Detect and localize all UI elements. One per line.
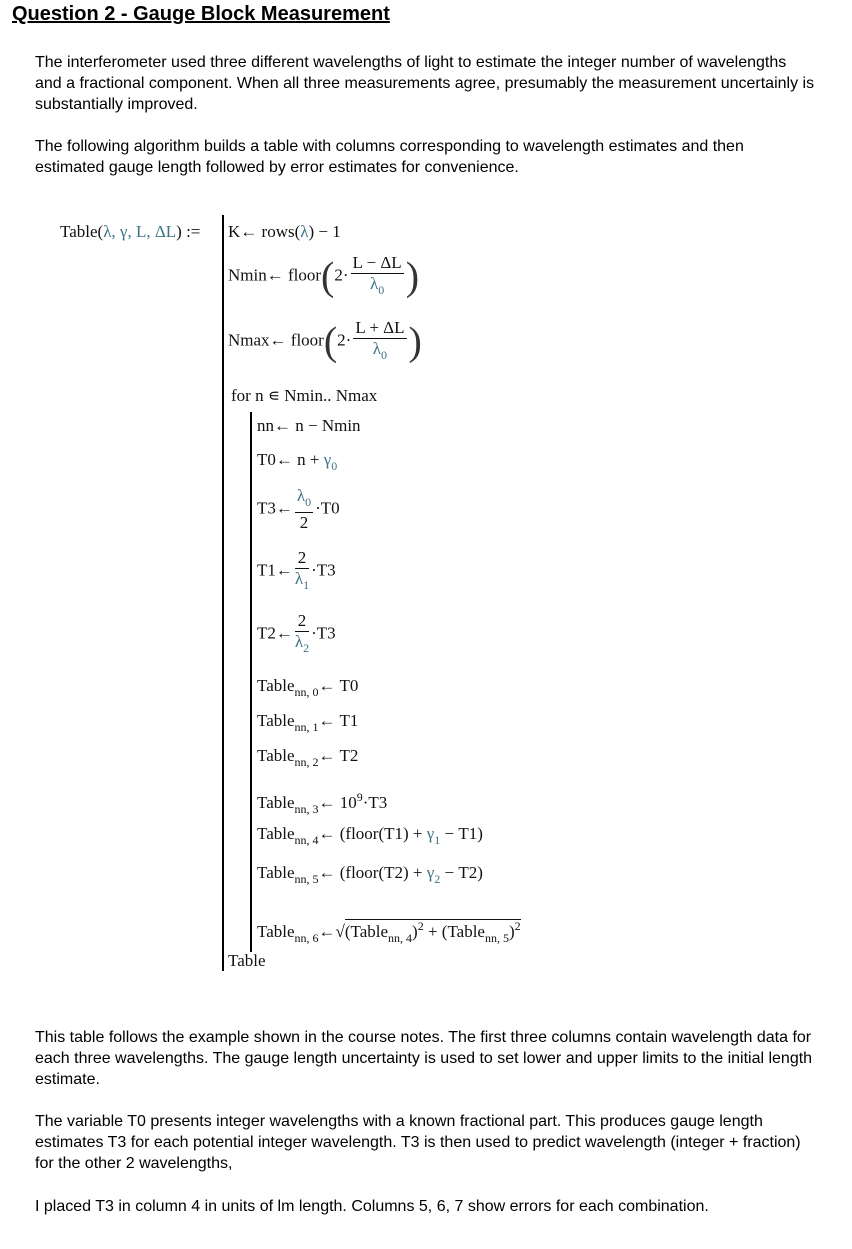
table-col0-line: Table$_{nn, 0}$← T0 (257, 676, 359, 699)
return-table: Table (228, 951, 266, 970)
function-definition: Table(λ, γ, L, ΔL) := (60, 222, 201, 241)
t2-line: T2← $\frac{2}{\lambda_2}$ ·T3 (257, 611, 336, 655)
table-col1-line: Table$_{nn, 1}$← T1 (257, 711, 359, 734)
t1-line: T1← $\frac{2}{\lambda_1}$ ·T3 (257, 548, 336, 592)
loop-bar (250, 412, 252, 952)
table-col6-line: Table$_{nn, 6}$←√(Table$_{nn, 4}$)$^2$ + (Table$_{nn, 5}$)$^2$ (257, 919, 521, 945)
algorithm-paragraph: The following algorithm builds a table with columns corresponding to wavelength estimates and then estimated gauge length followed by error estimates for convenience. (35, 138, 744, 176)
nn-line: nn← n − Nmin (257, 416, 361, 435)
nmax-line: Nmax← floor(2· $\frac{L + \Delta L}{\lambda_0}$ ) (228, 318, 422, 364)
page-title: Question 2 - Gauge Block Measurement (12, 3, 390, 25)
for-loop: for n ∊ Nmin.. Nmax (231, 386, 378, 405)
table-explanation-paragraph: This table follows the example shown in the course notes. The first three columns contain wavelength data for each three wavelengths. The gauge length uncertainty is used to set lower and upper limits to the initial length estimate. (35, 1029, 813, 1088)
table-col3-line: Table$_{nn, 3}$← $10^9\cdot T3$ (257, 790, 388, 816)
t0-line: T0← $n + \gamma_0$ (257, 450, 338, 473)
k-line: K← rows(λ) − 1 (228, 222, 341, 241)
intro-paragraph: The interferometer used three different wavelengths of light to estimate the integer number of wavelengths and a fractional component. When all three measurements agree, presumably the measurement uncertainly is substantially improved. (35, 54, 815, 113)
t3-line: T3← $\frac{\lambda_0}{2}$ ·T0 (257, 486, 340, 532)
table-col2-line: Table$_{nn, 2}$← T2 (257, 746, 359, 769)
table-col4-line: Table$_{nn, 4}$← (floor(T1) + $\gamma_1 - T1$) (257, 824, 483, 847)
t0-explanation-paragraph: The variable T0 presents integer wavelengths with a known fractional part. This produces gauge length estimates T3 for each potential integer wavelength. T3 is then used to predict wavelength (integer + fraction) for the other 2 wavelengths, (35, 1113, 801, 1172)
table-col5-line: Table$_{nn, 5}$← (floor(T2) + $\gamma_2 - T2$) (257, 863, 483, 886)
columns-explanation-paragraph: I placed T3 in column 4 in units of lm length. Columns 5, 6, 7 show errors for each combination. (35, 1198, 709, 1215)
program-bar (222, 215, 224, 971)
nmin-line: Nmin← floor(2· $\frac{L - \Delta L}{\lambda_0}$ ) (228, 253, 420, 299)
